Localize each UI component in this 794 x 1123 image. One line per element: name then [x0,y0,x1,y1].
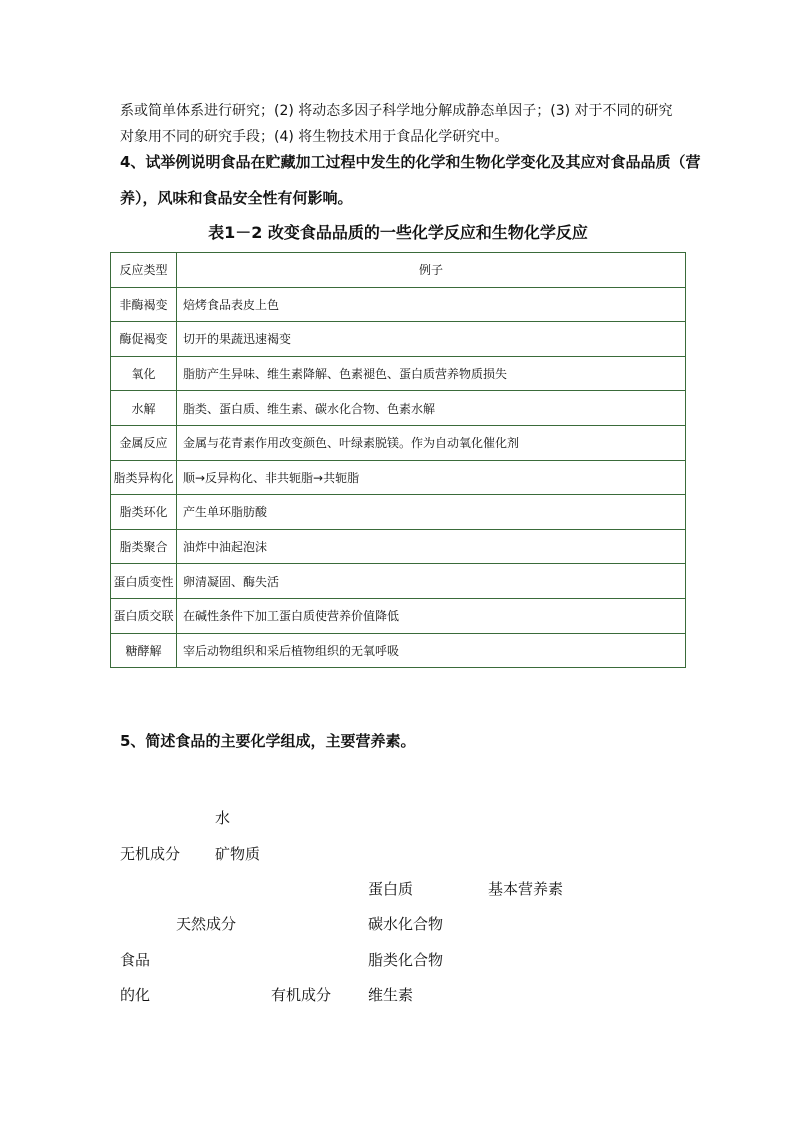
reaction-type-cell: 蛋白质变性 [111,564,177,599]
tree-chem-part: 的化 [120,986,151,1004]
tree-basic-nutrients: 基本营养素 [488,880,564,898]
reaction-type-cell: 非酶褐变 [111,287,177,322]
table-row [111,322,686,357]
tree-inorganic: 无机成分 [120,845,181,863]
tree-lipids: 脂类化合物 [368,951,444,969]
tree-organic: 有机成分 [271,986,332,1004]
reaction-example-cell: 脂类、蛋白质、维生素、碳水化合物、色素水解 [177,391,686,426]
tree-water: 水 [215,809,231,827]
table-row [111,529,686,564]
tree-natural: 天然成分 [176,915,237,933]
table-title: 表1－2 改变食品品质的一些化学反应和生物化学反应 [208,223,588,242]
reaction-type-cell: 酶促褐变 [111,322,177,357]
tree-food: 食品 [120,951,151,969]
table-row [111,564,686,599]
reaction-example-cell: 脂肪产生异味、维生素降解、色素褪色、蛋白质营养物质损失 [177,356,686,391]
table-row [111,356,686,391]
table-row [111,495,686,530]
reaction-example-cell: 顺→反异构化、非共轭脂→共轭脂 [177,460,686,495]
reaction-type-cell: 金属反应 [111,425,177,460]
reaction-type-cell: 氧化 [111,356,177,391]
question-4-line-2: 养），风味和食品安全性有何影响。 [120,189,353,207]
table-row [111,460,686,495]
reaction-type-cell: 脂类聚合 [111,529,177,564]
reaction-type-cell: 糖酵解 [111,633,177,668]
table-row [111,391,686,426]
tree-vitamin: 维生素 [368,986,414,1004]
reaction-example-cell: 产生单环脂肪酸 [177,495,686,530]
question-4 [120,144,701,216]
reaction-type-cell: 水解 [111,391,177,426]
reaction-example-cell: 在碱性条件下加工蛋白质使营养价值降低 [177,598,686,633]
table-row [111,287,686,322]
reaction-example-cell: 金属与花青素作用改变颜色、叶绿素脱镁。作为自动氧化催化剂 [177,425,686,460]
table-row [111,633,686,668]
tree-carbohydrate: 碳水化合物 [368,915,444,933]
tree-protein: 蛋白质 [368,880,414,898]
question-4-line-1: 4、试举例说明食品在贮藏加工过程中发生的化学和生物化学变化及其应对食品品质（营 [120,153,701,171]
reaction-table [110,252,686,668]
intro-paragraph [120,98,680,150]
table-row [111,425,686,460]
reaction-type-cell: 脂类异构化 [111,460,177,495]
reaction-example-cell: 油炸中油起泡沫 [177,529,686,564]
reaction-type-cell: 脂类环化 [111,495,177,530]
intro-line-2: 对象用不同的研究手段；(4) 将生物技术用于食品化学研究中。 [120,129,509,145]
table-header-row [111,253,686,288]
tree-minerals: 矿物质 [215,845,261,863]
reaction-example-cell: 焙烤食品表皮上色 [177,287,686,322]
header-type-cell: 反应类型 [111,253,177,288]
intro-line-1: 系或简单体系进行研究；(2) 将动态多因子科学地分解成静态单因子；(3) 对于不同的研究 [120,103,673,119]
reaction-example-cell: 卵清凝固、酶失活 [177,564,686,599]
reaction-type-cell: 蛋白质交联 [111,598,177,633]
header-example-cell: 例子 [177,253,686,288]
reaction-example-cell: 宰后动物组织和采后植物组织的无氧呼吸 [177,633,686,668]
reaction-example-cell: 切开的果蔬迅速褐变 [177,322,686,357]
question-5: 5、简述食品的主要化学组成，主要营养素。 [120,732,416,750]
table-row [111,598,686,633]
